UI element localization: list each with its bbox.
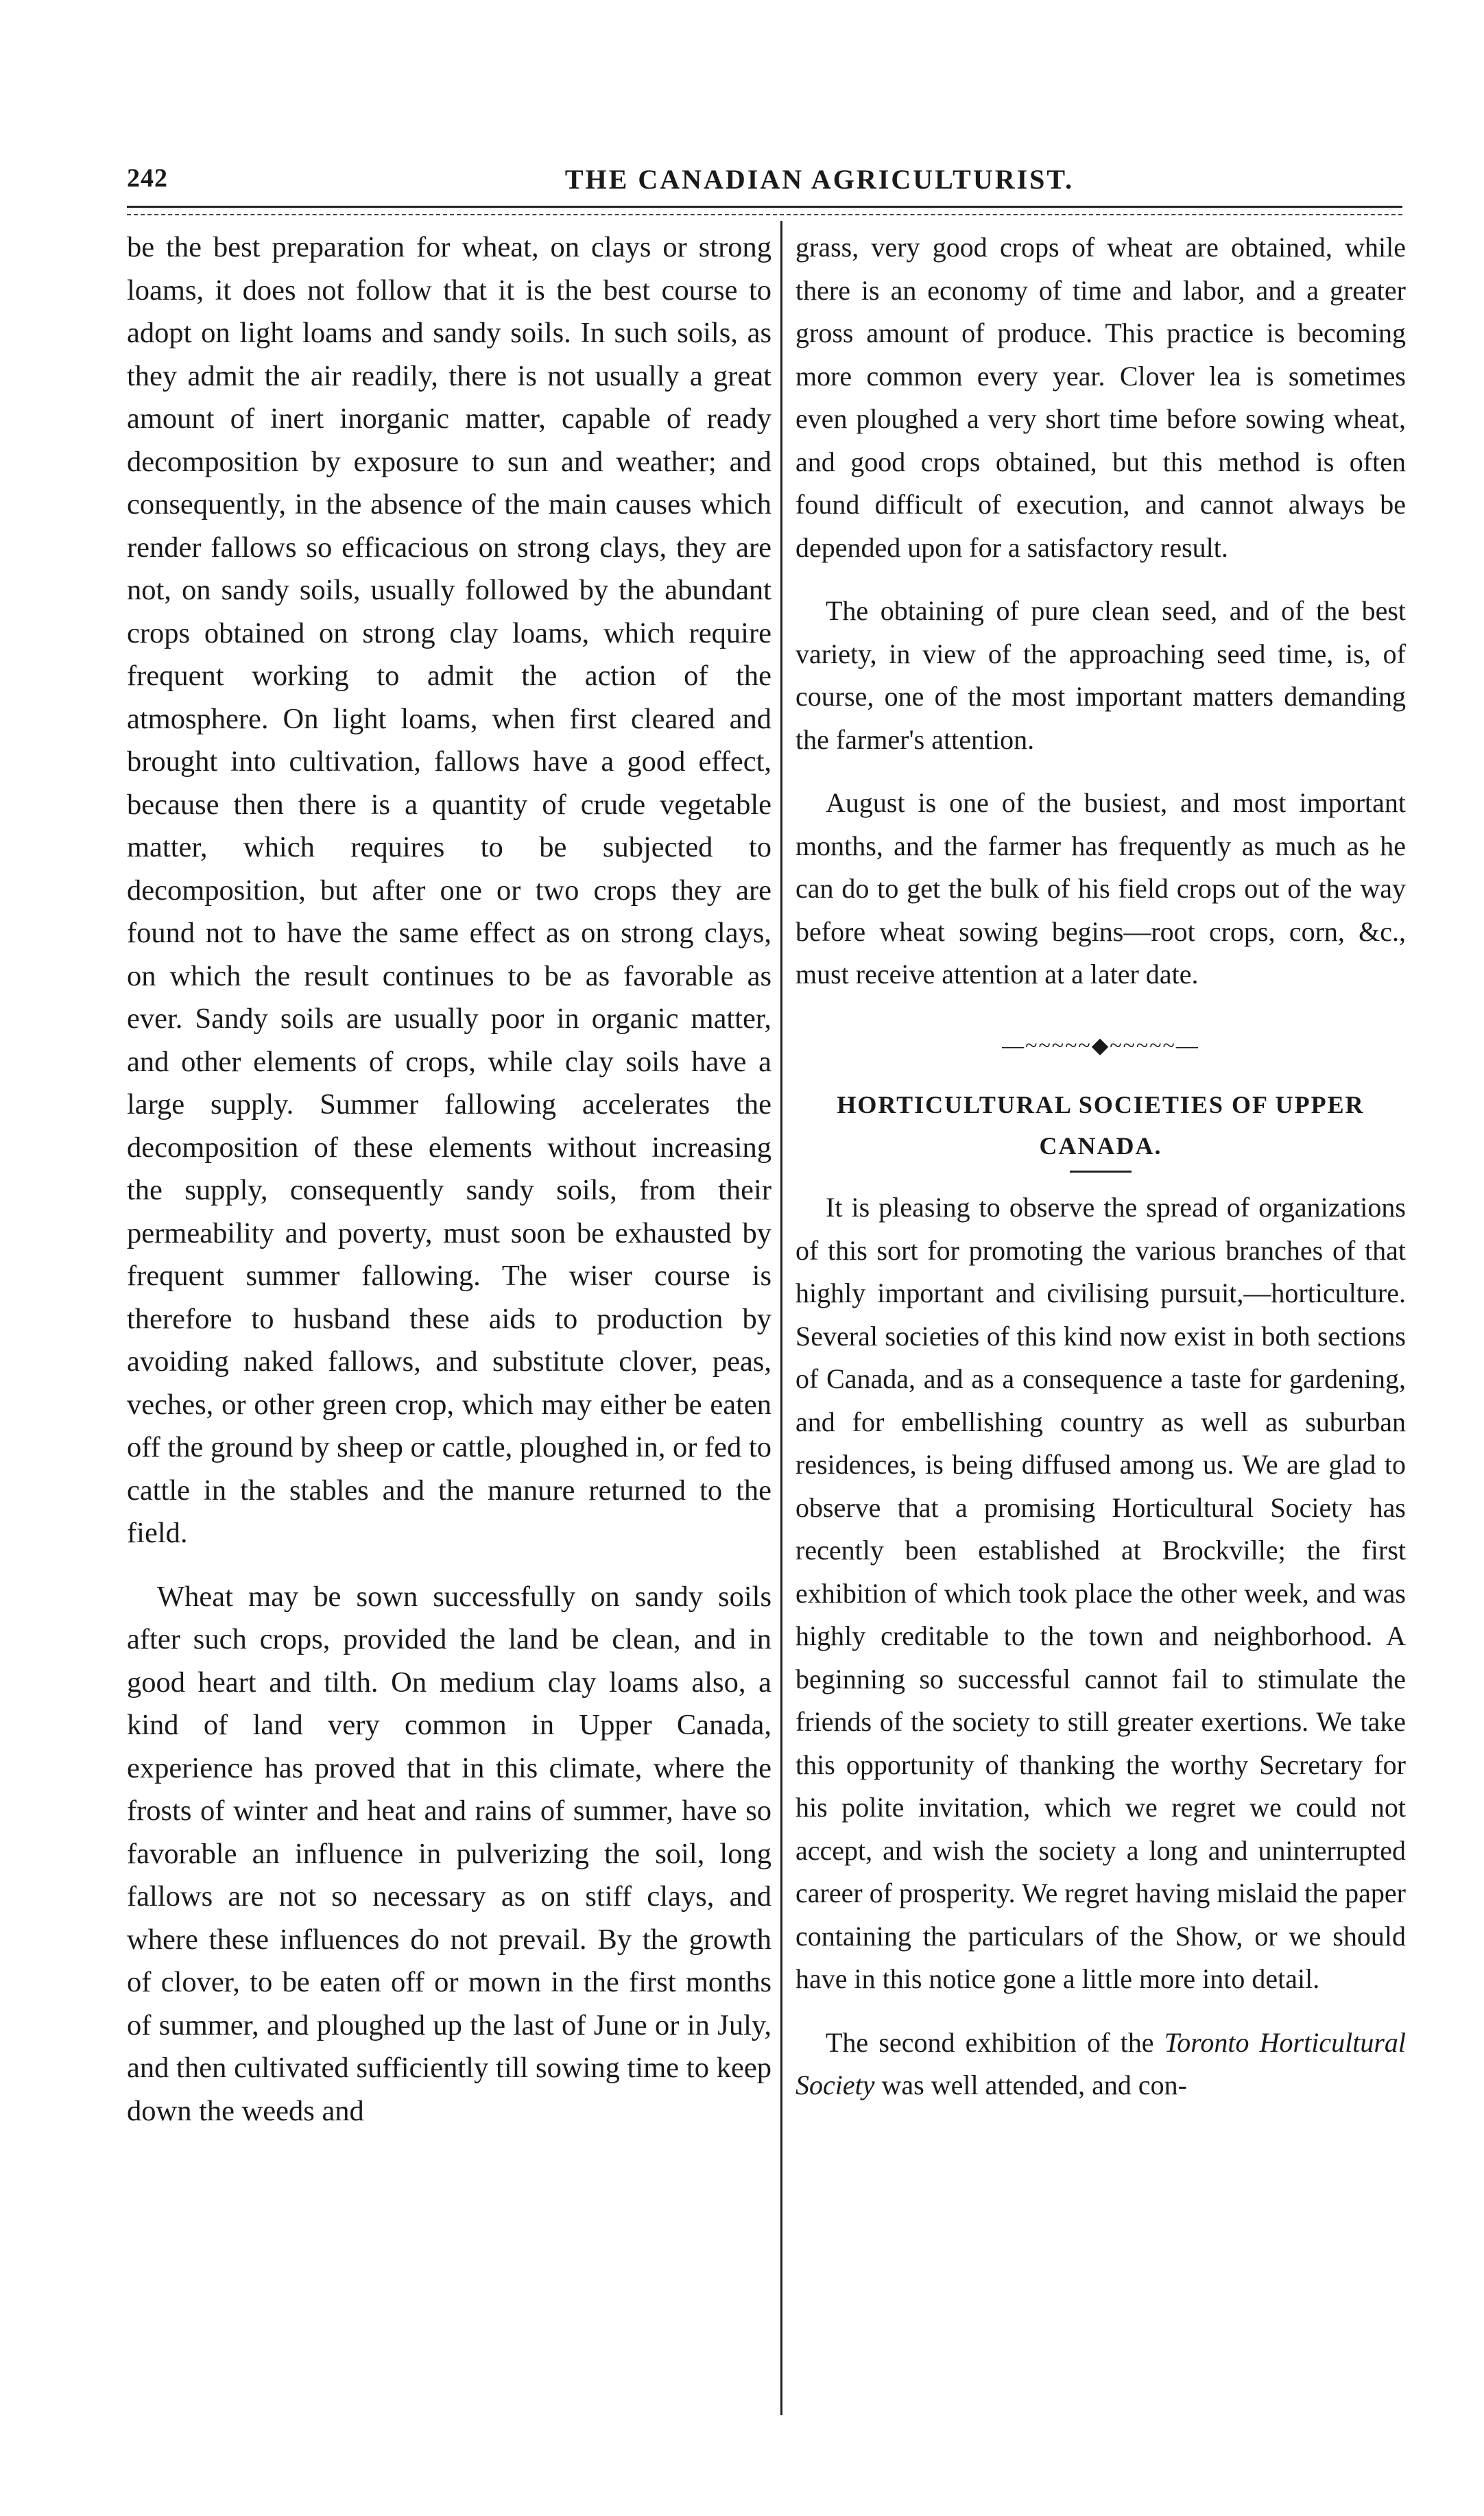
right-paragraph-2: The obtaining of pure clean seed, and of the best variety, in view of the approaching seed time, is, of course, one of the most important matters demanding the farmer's attention. <box>795 595 1406 755</box>
left-paragraph-2: Wheat may be sown successfully on sandy soils after such crops, provided the land be clean, and in good heart and tilth. On medium clay loams also, a kind of land very common in Upper Canada, experience has proved that in this climate, where the frosts of winter and heat and rains of summer, have so favorable an influence in pulverizing the soil, long fallows are not so necessary as on stiff clays, and where these influences do not prevail. By the growth of clover, to be eaten off or mown in the first months of summer, and ploughed up the last of June or in July, and then cultivated sufficiently till sowing time to keep down the weeds and <box>127 1580 771 2127</box>
section-heading <box>795 1084 1406 1166</box>
section-heading-line-1: HORTICULTURAL SOCIETIES OF UPPER <box>837 1091 1365 1118</box>
section-heading-rule <box>1070 1171 1132 1173</box>
section-paragraph-2 <box>795 2022 1406 2107</box>
left-column <box>127 226 771 2133</box>
right-column <box>795 226 1406 2107</box>
section-paragraph-2-lead: The second exhibition of the <box>826 2026 1164 2058</box>
page-header <box>127 163 1402 211</box>
right-paragraph-1: grass, very good crops of wheat are obtained, while there is an economy of time and labor, and a greater gross amount of produce. This practice is becoming more common every year. Clover lea is sometimes even ploughed a very short time before sowing wheat, and good crops obtained, but this method is often found difficult of execution, and cannot always be depended upon for a satisfactory result. <box>795 232 1406 563</box>
ornament-divider: —~~~~~◆~~~~~— <box>1002 1032 1199 1057</box>
section-paragraph-2-tail: was well attended, and con- <box>874 2070 1187 2100</box>
left-paragraph-1: be the best preparation for wheat, on clays or strong loams, it does not follow that it is the best course to adopt on light loams and sandy soils. In such soils, as they admit the air readily, there is not usually a great amount of inert inorganic matter, capable of ready decomposition by exposure to sun and weather; and consequently, in the absence of the main causes which render fallows so efficacious on strong clays, they are not, on sandy soils, usually followed by the abundant crops obtained on strong clay loams, which require frequent working to admit the action of the atmosphere. On light loams, when first cleared and brought into cultivation, fallows have a good effect, because then there is a quantity of crude vegetable matter, which requires to be subjected to decomposition, but after one or two crops they are found not to have the same effect as on strong clays, on which the result continues to be as favorable as ever. Sandy soils are usually poor in organic matter, and other elements of crops, while clay soils have a large supply. Summer fallowing accelerates the decomposition of these elements without increasing the supply, consequently sandy soils, from their permeability and poverty, must soon be exhausted by frequent summer fallowing. The wiser course is therefore to husband these aids to production by avoiding naked fallows, and substitute clover, peas, veches, or other green crop, which may either be eaten off the ground by sheep or cattle, ploughed in, or fed to cattle in the stables and the manure returned to the field. <box>127 231 771 1549</box>
running-title: THE CANADIAN AGRICULTURIST. <box>564 164 1075 195</box>
society-name: Toronto Horticultural Society <box>795 2026 1407 2100</box>
header-rule-dashed <box>127 214 1402 215</box>
right-paragraph-3: August is one of the busiest, and most important months, and the farmer has frequently as much as he can do to get the bulk of his field crops out of the way before wheat sowing begins—root crops, corn, &c., must receive attention at a later date. <box>795 787 1406 990</box>
section-heading-line-2: CANADA. <box>1039 1132 1162 1160</box>
column-divider <box>780 221 782 2415</box>
page-number: 242 <box>127 164 168 193</box>
header-rule <box>127 206 1402 208</box>
section-paragraph-1: It is pleasing to observe the spread of organizations of this sort for promoting the various branches of that highly important and civilising pursuit,—horticulture. Several societies of this kind now exist in both sections of Canada, and as a consequence a taste for gardening, and for embellishing country as well as suburban residences, is being diffused among us. We are glad to observe that a promising Horticultural Society has recently been established at Brockville; the first exhibition of which took place the other week, and was highly creditable to the town and neighborhood. A beginning so successful cannot fail to stimulate the friends of the society to still greater exertions. We take this opportunity of thanking the worthy Secretary for his polite invitation, which we regret we could not accept, and wish the society a long and uninterrupted career of prosperity. We regret having mislaid the paper containing the particulars of the Show, or we should have in this notice gone a little more into detail. <box>795 1192 1406 1994</box>
